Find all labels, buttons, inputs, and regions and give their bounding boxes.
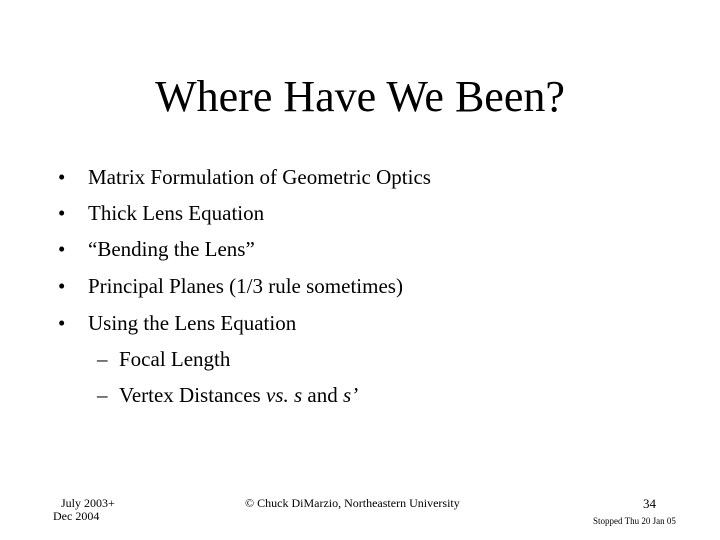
dash-icon: –	[97, 347, 108, 371]
and-text: and	[302, 383, 343, 407]
sub-bullet-text	[119, 382, 358, 408]
bullet-text: Matrix Formulation of Geometric Optics	[88, 165, 431, 189]
bullet-text: Using the Lens Equation	[88, 311, 297, 335]
footer-stamp: Stopped Thu 20 Jan 05	[593, 516, 676, 526]
page-number: 34	[643, 496, 656, 511]
footer-date-line2: Dec 2004	[53, 509, 100, 523]
sub-bullet-prefix: Vertex Distances	[119, 383, 266, 407]
footer-copyright: © Chuck DiMarzio, Northeastern University	[245, 496, 460, 510]
footer-date	[53, 497, 115, 523]
sub-bullet-text: Focal Length	[119, 347, 231, 371]
bullet-dot-icon: •	[58, 274, 66, 298]
bullet-text: Thick Lens Equation	[88, 201, 265, 225]
symbol-s-prime: s’	[342, 383, 359, 407]
bullet-dot-icon: •	[58, 311, 66, 335]
bullet-dot-icon: •	[58, 165, 66, 189]
bullet-dot-icon: •	[58, 237, 66, 261]
bullet-dot-icon: •	[58, 201, 66, 225]
vs-abbrev: vs.	[265, 383, 289, 407]
footer-date-line1: July 2003+	[61, 496, 115, 510]
symbol-s: s	[293, 383, 303, 407]
bullet-text: Principal Planes (1/3 rule sometimes)	[88, 274, 403, 298]
bullet-text: “Bending the Lens”	[88, 237, 255, 261]
slide-title: Where Have We Been?	[155, 72, 565, 121]
dash-icon: –	[97, 383, 108, 407]
